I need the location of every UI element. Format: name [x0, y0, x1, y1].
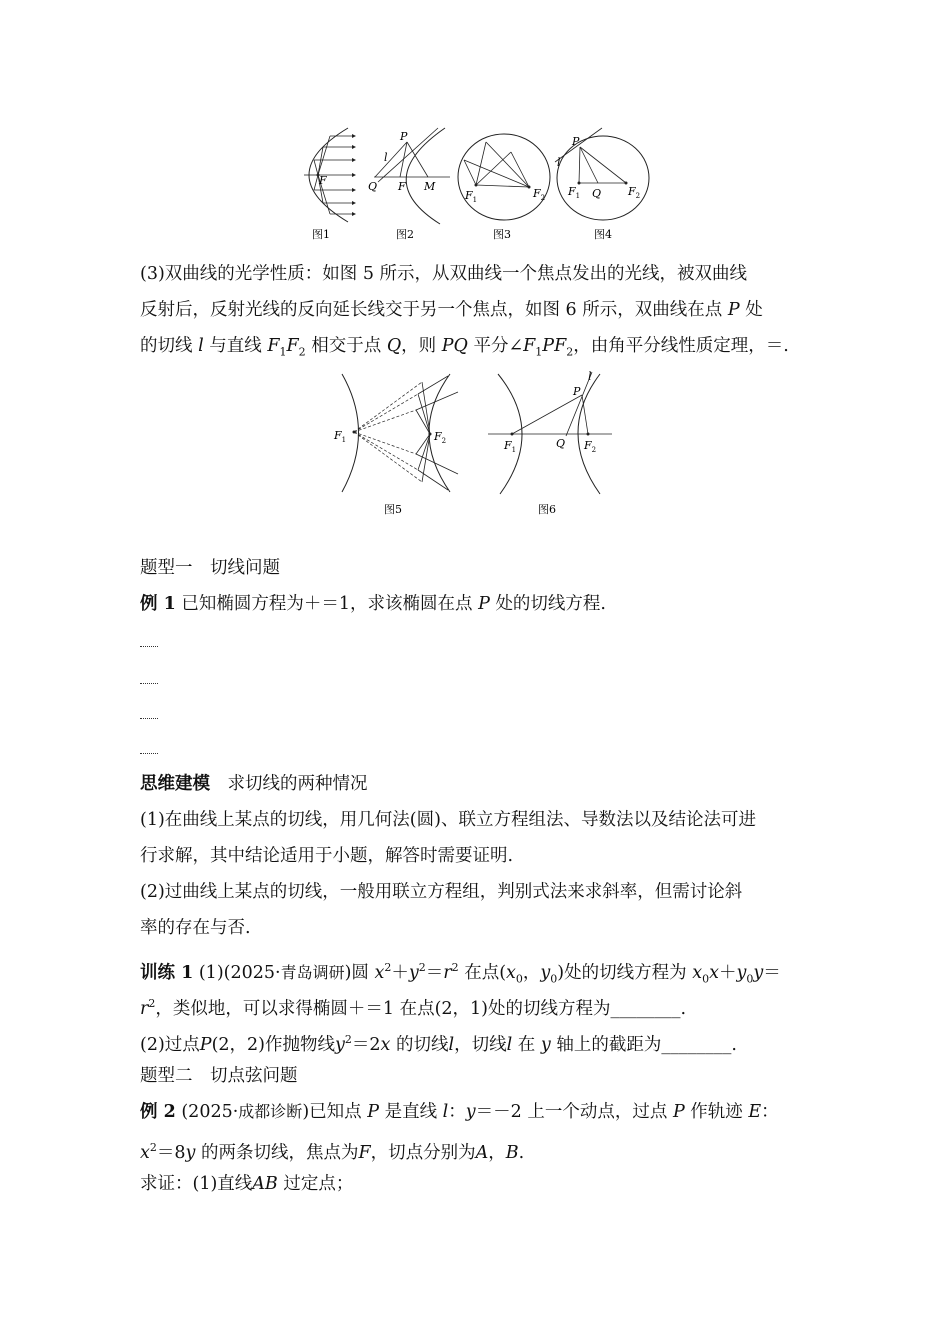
fig4-label-q: Q: [592, 187, 602, 200]
figure-2: [368, 128, 450, 241]
fig6-label-f2: $F_2$: [584, 439, 597, 454]
p3-line-2: 反射后，反射光线的反向延长线交于另一个焦点，如图 6 所示，双曲线在点 P 处: [140, 300, 763, 320]
section-type-1-title: 题型一 切线问题: [140, 558, 280, 578]
fig6-label-l: l: [588, 370, 592, 383]
example-2-line-1: 例 2 (2025·成都诊断)已知点 P 是直线 l：y＝－2 上一个动点，过点 P 作轨迹 E：: [140, 1102, 779, 1122]
section-type-2-title: 题型二 切点弦问题: [140, 1066, 298, 1086]
fig5-label-f1: $F_1$: [334, 429, 347, 444]
figure-row-5-6: [330, 370, 620, 520]
figure-6: [488, 370, 612, 516]
p3-line-1: (3)双曲线的光学性质：如图 5 所示，从双曲线一个焦点发出的光线，被双曲线: [140, 264, 748, 284]
fig3-caption: 图3: [493, 228, 511, 241]
example-2-line-2: $x^2=8y$ 的两条切线，焦点为F，切点分别为A，B.: [140, 1141, 525, 1163]
training-1-line-1: 训练 1 (1)(2025·青岛调研)圆 $x^2+y^2=r^2$ 在点($x_0$，$y_0$)处的切线方程为 $x_0x+y_0y=$: [140, 961, 781, 986]
example-1: 例 1 已知椭圆方程为＋＝1，求该椭圆在点 P 处的切线方程.: [140, 594, 606, 614]
fig4-label-p: P: [572, 135, 580, 148]
fig4-caption: 图4: [594, 228, 612, 241]
figure-1: [304, 128, 356, 241]
fig4-label-f1: $F_1$: [568, 185, 581, 200]
fig2-label-m: M: [424, 180, 436, 193]
fig2-label-q: Q: [368, 180, 378, 193]
fig5-label-f2: $F_2$: [434, 430, 447, 445]
fig4-label-f2: $F_2$: [628, 185, 641, 200]
fig3-label-f1: $F_1$: [465, 189, 478, 204]
fig2-label-l: l: [384, 151, 388, 164]
fig4-label-l: l: [557, 156, 561, 169]
p3-line-3: 的切线 l 与直线 $F_1F_2$ 相交于点 Q，则 PQ 平分$\angle F_1PF_2$，由角平分线性质定理，＝.: [140, 336, 789, 359]
fig6-label-p: P: [573, 385, 581, 398]
figure-4: [555, 128, 649, 241]
fig3-label-f2: $F_2$: [533, 187, 546, 202]
fig2-label-f: F: [398, 180, 406, 193]
model-p2-line-2: 率的存在与否.: [140, 918, 251, 938]
fig5-caption: 图5: [384, 503, 402, 516]
training-1-line-2: $r^2$，类似地，可以求得椭圆＋＝1 在点(2，1)处的切线方程为________.: [140, 997, 687, 1019]
example-2-line-3: 求证：(1)直线AB 过定点；: [140, 1174, 354, 1194]
answer-blank-3: [140, 718, 158, 720]
training-1-line-3: (2)过点P(2，2)作抛物线$y^2=2x$ 的切线l，切线l 在 y 轴上的截距为________.: [140, 1033, 737, 1055]
model-p1-line-1: (1)在曲线上某点的切线，用几何法(圆)、联立方程组法、导数法以及结论法可进: [140, 810, 756, 830]
figure-3: [458, 134, 550, 241]
figure-5: [333, 374, 458, 516]
figure-row-1-4: [290, 120, 670, 245]
fig2-label-p: P: [400, 130, 408, 143]
answer-blank-1: [140, 646, 158, 648]
model-p2-line-1: (2)过曲线上某点的切线，一般用联立方程组，判别式法来求斜率，但需讨论斜: [140, 882, 743, 902]
fig1-caption: 图1: [312, 228, 330, 241]
answer-blank-2: [140, 683, 158, 685]
thinking-model-heading: 思维建模 求切线的两种情况: [140, 774, 368, 794]
fig6-label-q: Q: [556, 437, 566, 450]
fig1-label-f: F: [319, 174, 327, 187]
fig6-caption: 图6: [538, 503, 556, 516]
answer-blank-4: [140, 753, 158, 755]
model-p1-line-2: 行求解，其中结论适用于小题，解答时需要证明.: [140, 846, 514, 866]
fig6-label-f1: $F_1$: [504, 439, 517, 454]
fig2-caption: 图2: [396, 228, 414, 241]
